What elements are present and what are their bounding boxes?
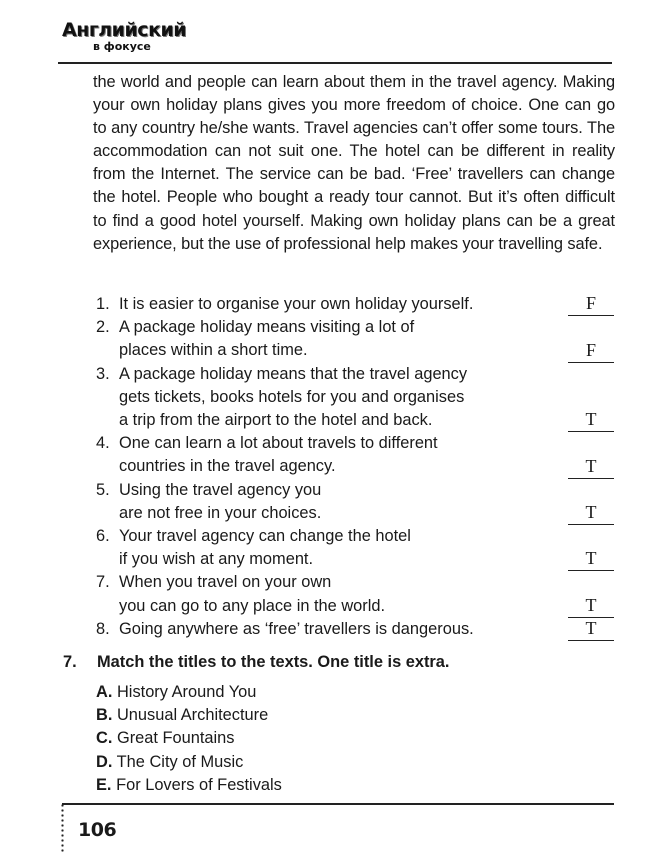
title-letter: B. [96,706,113,725]
statement-number: 6. [96,527,110,546]
true-false-list [96,293,616,641]
statement-text: places within a short time. [119,341,308,360]
statement-text: Your travel agency can change the hotel [119,527,411,546]
statement-text: When you travel on your own [119,573,332,592]
title-option [96,751,282,774]
book-logo [62,19,187,60]
title-letter: A. [96,683,113,701]
statement-text: It is easier to organise your own holiday yourself. [119,295,474,313]
statement-item [96,316,616,362]
title-letter: D. [96,752,113,771]
statement-number: 4. [96,434,110,453]
statement-text: One can learn a lot about travels to different [119,434,438,453]
answer-blank[interactable]: T [568,595,614,618]
statement-text: A package holiday means that the travel agency [119,364,468,383]
statement-item [96,432,616,478]
footer-divider [62,803,614,805]
title-option [96,727,282,750]
title-text: History Around You [116,683,257,701]
statement-number: 1. [96,295,110,313]
answer-blank[interactable]: T [568,618,614,641]
page-number: 106 [78,819,117,841]
statement-item [96,618,616,641]
answer-blank[interactable]: T [568,502,614,525]
title-text: The City of Music [116,752,244,771]
title-text: For Lovers of Festivals [116,775,282,794]
statement-text: are not free in your choices. [119,503,322,522]
exercise-instruction: Match the titles to the texts. One title is extra. [97,653,450,671]
statement-text: countries in the travel agency. [119,457,336,476]
statement-item [96,571,616,617]
statement-text: a trip from the airport to the hotel and back. [119,411,433,430]
titles-list [96,681,282,797]
statement-text: if you wish at any moment. [119,550,314,569]
statement-number: 2. [96,318,110,337]
title-letter: E. [96,775,112,794]
header-divider [58,62,612,64]
title-option [96,774,282,797]
answer-blank[interactable]: T [568,548,614,571]
statement-item [96,479,616,525]
exercise-number: 7. [63,653,77,671]
answer-blank[interactable]: F [568,340,614,363]
statement-text: Going anywhere as ‘free’ travellers is dangerous. [119,619,474,638]
statement-text: gets tickets, books hotels for you and organises [119,387,465,406]
title-letter: C. [96,729,113,748]
answer-blank[interactable]: F [568,293,614,316]
statement-text: you can go to any place in the world. [119,596,386,615]
statement-number: 3. [96,364,110,383]
answer-blank[interactable]: T [568,409,614,432]
statement-number: 5. [96,480,110,499]
statement-item [96,293,616,316]
statement-item [96,525,616,571]
dotted-margin-line [61,803,64,852]
reading-passage: the world and people can learn about them in the travel agency. Making your own holiday plans gives you more freedom of choice. One can go to any country he/she wants. Travel agencies can’t offer some tours. The accommodation can not suit one. The hotel can be different in reality from the Internet. The service can be bad. ‘Free’ travellers can change the hotel. People who bought a ready tour cannot. But it’s often difficult to find a good hotel yourself. Making own holiday plans can be a great experience, but the use of professional help makes your travelling safe. [93,73,615,253]
statement-text: A package holiday means visiting a lot of [119,318,415,337]
logo-title: Английский [62,19,187,41]
title-text: Great Fountains [116,729,235,748]
answer-blank[interactable]: T [568,456,614,479]
statement-text: Using the travel agency you [119,480,322,499]
exercise-heading [63,653,449,672]
title-option [96,704,282,727]
title-option [96,681,282,704]
statement-number: 8. [96,619,110,638]
statement-item [96,363,616,433]
statement-number: 7. [96,573,110,592]
logo-subtitle: в фокусе [93,40,151,53]
title-text: Unusual Architecture [116,706,269,725]
